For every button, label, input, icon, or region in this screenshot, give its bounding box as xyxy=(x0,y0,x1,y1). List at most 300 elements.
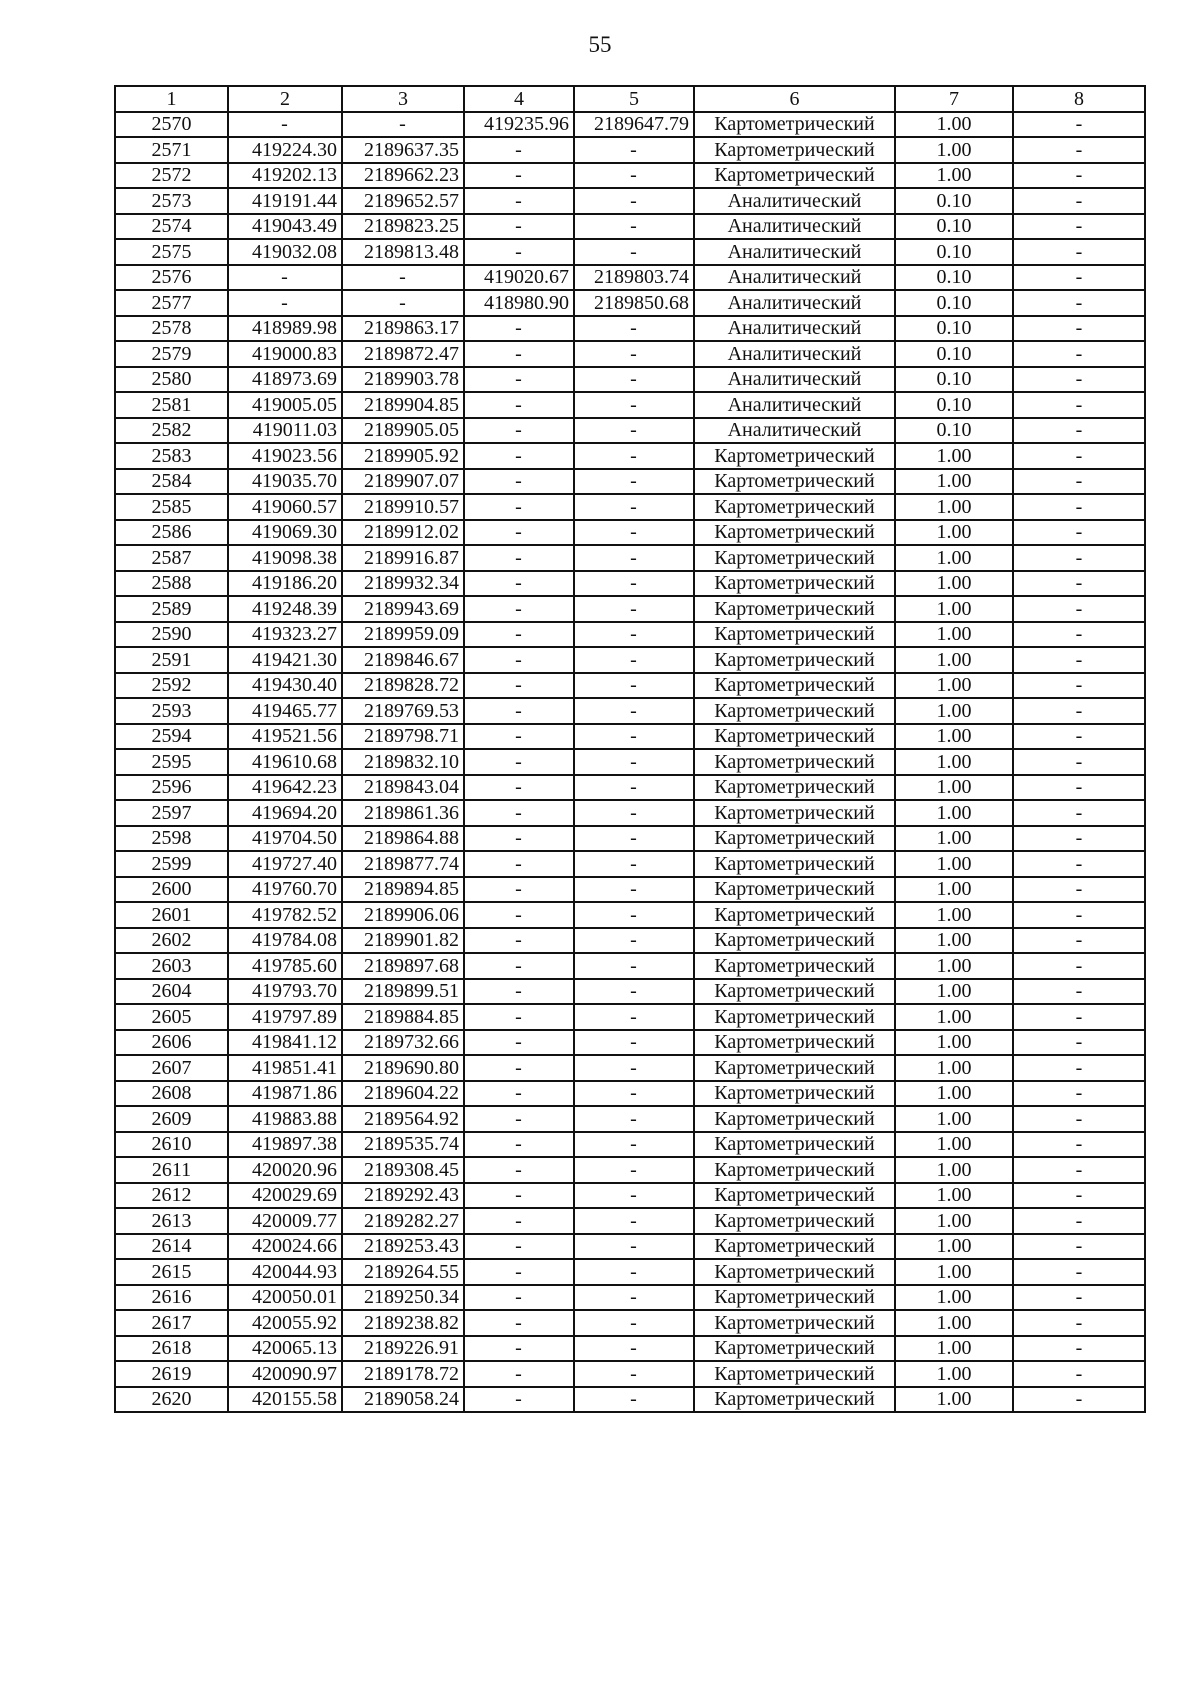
x-coordinate-alt-cell: - xyxy=(464,1106,574,1132)
method-cell: Картометрический xyxy=(694,1183,895,1209)
accuracy-cell: 0.10 xyxy=(895,290,1013,316)
x-coordinate-cell: 419883.88 xyxy=(228,1106,342,1132)
table-row xyxy=(115,1234,1145,1260)
note-cell: - xyxy=(1013,469,1145,495)
note-cell: - xyxy=(1013,367,1145,393)
accuracy-cell: 1.00 xyxy=(895,1234,1013,1260)
accuracy-cell: 1.00 xyxy=(895,1132,1013,1158)
y-coordinate-cell: 2189863.17 xyxy=(342,316,464,342)
table-row xyxy=(115,1081,1145,1107)
y-coordinate-alt-cell: - xyxy=(574,163,694,189)
note-cell: - xyxy=(1013,647,1145,673)
y-coordinate-cell: 2189282.27 xyxy=(342,1208,464,1234)
note-cell: - xyxy=(1013,1387,1145,1413)
accuracy-cell: 1.00 xyxy=(895,1387,1013,1413)
note-cell: - xyxy=(1013,1361,1145,1387)
method-cell: Картометрический xyxy=(694,494,895,520)
y-coordinate-alt-cell: - xyxy=(574,469,694,495)
table-row xyxy=(115,163,1145,189)
method-cell: Картометрический xyxy=(694,1157,895,1183)
table-row xyxy=(115,188,1145,214)
accuracy-cell: 0.10 xyxy=(895,214,1013,240)
column-header: 8 xyxy=(1013,86,1145,112)
point-number-cell: 2599 xyxy=(115,851,228,877)
y-coordinate-alt-cell: - xyxy=(574,1234,694,1260)
y-coordinate-cell: 2189292.43 xyxy=(342,1183,464,1209)
y-coordinate-cell: 2189253.43 xyxy=(342,1234,464,1260)
x-coordinate-cell: 419784.08 xyxy=(228,928,342,954)
column-header: 4 xyxy=(464,86,574,112)
y-coordinate-alt-cell: - xyxy=(574,494,694,520)
y-coordinate-alt-cell: - xyxy=(574,1004,694,1030)
point-number-cell: 2618 xyxy=(115,1336,228,1362)
point-number-cell: 2616 xyxy=(115,1285,228,1311)
accuracy-cell: 0.10 xyxy=(895,341,1013,367)
note-cell: - xyxy=(1013,775,1145,801)
table-row xyxy=(115,392,1145,418)
note-cell: - xyxy=(1013,545,1145,571)
y-coordinate-cell: 2189828.72 xyxy=(342,673,464,699)
table-row xyxy=(115,979,1145,1005)
note-cell: - xyxy=(1013,392,1145,418)
column-header: 6 xyxy=(694,86,895,112)
point-number-cell: 2608 xyxy=(115,1081,228,1107)
y-coordinate-alt-cell: - xyxy=(574,1259,694,1285)
y-coordinate-alt-cell: - xyxy=(574,188,694,214)
y-coordinate-cell: 2189832.10 xyxy=(342,749,464,775)
x-coordinate-alt-cell: 419020.67 xyxy=(464,265,574,291)
note-cell: - xyxy=(1013,1004,1145,1030)
note-cell: - xyxy=(1013,1081,1145,1107)
x-coordinate-alt-cell: - xyxy=(464,392,574,418)
y-coordinate-alt-cell: - xyxy=(574,367,694,393)
note-cell: - xyxy=(1013,749,1145,775)
column-header: 1 xyxy=(115,86,228,112)
method-cell: Картометрический xyxy=(694,545,895,571)
table-row xyxy=(115,800,1145,826)
point-number-cell: 2592 xyxy=(115,673,228,699)
point-number-cell: 2579 xyxy=(115,341,228,367)
x-coordinate-cell: 419023.56 xyxy=(228,443,342,469)
accuracy-cell: 1.00 xyxy=(895,928,1013,954)
method-cell: Картометрический xyxy=(694,1081,895,1107)
x-coordinate-cell: 419521.56 xyxy=(228,724,342,750)
method-cell: Картометрический xyxy=(694,1234,895,1260)
point-number-cell: 2590 xyxy=(115,622,228,648)
y-coordinate-cell: 2189564.92 xyxy=(342,1106,464,1132)
page-number: 55 xyxy=(588,32,612,57)
note-cell: - xyxy=(1013,137,1145,163)
y-coordinate-cell: 2189823.25 xyxy=(342,214,464,240)
accuracy-cell: 1.00 xyxy=(895,1310,1013,1336)
x-coordinate-alt-cell: 418980.90 xyxy=(464,290,574,316)
method-cell: Картометрический xyxy=(694,902,895,928)
accuracy-cell: 0.10 xyxy=(895,265,1013,291)
note-cell: - xyxy=(1013,902,1145,928)
x-coordinate-cell: 419465.77 xyxy=(228,698,342,724)
y-coordinate-cell: 2189178.72 xyxy=(342,1361,464,1387)
y-coordinate-cell: 2189769.53 xyxy=(342,698,464,724)
y-coordinate-alt-cell: - xyxy=(574,137,694,163)
accuracy-cell: 1.00 xyxy=(895,494,1013,520)
y-coordinate-cell: 2189910.57 xyxy=(342,494,464,520)
method-cell: Картометрический xyxy=(694,749,895,775)
x-coordinate-cell: - xyxy=(228,112,342,138)
method-cell: Аналитический xyxy=(694,418,895,444)
note-cell: - xyxy=(1013,341,1145,367)
table-row xyxy=(115,494,1145,520)
y-coordinate-alt-cell: - xyxy=(574,979,694,1005)
method-cell: Картометрический xyxy=(694,571,895,597)
y-coordinate-cell: 2189901.82 xyxy=(342,928,464,954)
accuracy-cell: 1.00 xyxy=(895,902,1013,928)
y-coordinate-alt-cell: - xyxy=(574,1208,694,1234)
y-coordinate-alt-cell: - xyxy=(574,1336,694,1362)
accuracy-cell: 1.00 xyxy=(895,1081,1013,1107)
y-coordinate-alt-cell: - xyxy=(574,749,694,775)
accuracy-cell: 1.00 xyxy=(895,571,1013,597)
x-coordinate-cell: 419727.40 xyxy=(228,851,342,877)
x-coordinate-cell: 419793.70 xyxy=(228,979,342,1005)
point-number-cell: 2591 xyxy=(115,647,228,673)
note-cell: - xyxy=(1013,1106,1145,1132)
y-coordinate-cell: 2189264.55 xyxy=(342,1259,464,1285)
point-number-cell: 2595 xyxy=(115,749,228,775)
y-coordinate-alt-cell: - xyxy=(574,341,694,367)
method-cell: Картометрический xyxy=(694,469,895,495)
y-coordinate-cell: 2189899.51 xyxy=(342,979,464,1005)
method-cell: Картометрический xyxy=(694,1285,895,1311)
accuracy-cell: 1.00 xyxy=(895,112,1013,138)
x-coordinate-cell: 420044.93 xyxy=(228,1259,342,1285)
x-coordinate-alt-cell: - xyxy=(464,1361,574,1387)
y-coordinate-alt-cell: - xyxy=(574,571,694,597)
note-cell: - xyxy=(1013,188,1145,214)
y-coordinate-alt-cell: - xyxy=(574,418,694,444)
method-cell: Картометрический xyxy=(694,724,895,750)
method-cell: Картометрический xyxy=(694,1259,895,1285)
method-cell: Картометрический xyxy=(694,596,895,622)
y-coordinate-alt-cell: - xyxy=(574,826,694,852)
method-cell: Аналитический xyxy=(694,188,895,214)
x-coordinate-cell: 419069.30 xyxy=(228,520,342,546)
x-coordinate-cell: 420065.13 xyxy=(228,1336,342,1362)
method-cell: Картометрический xyxy=(694,1132,895,1158)
table-row xyxy=(115,1106,1145,1132)
table-header-row xyxy=(115,86,1145,112)
x-coordinate-cell: 420055.92 xyxy=(228,1310,342,1336)
y-coordinate-alt-cell: - xyxy=(574,775,694,801)
method-cell: Картометрический xyxy=(694,979,895,1005)
point-number-cell: 2594 xyxy=(115,724,228,750)
table-row xyxy=(115,902,1145,928)
point-number-cell: 2609 xyxy=(115,1106,228,1132)
x-coordinate-alt-cell: - xyxy=(464,775,574,801)
note-cell: - xyxy=(1013,851,1145,877)
accuracy-cell: 1.00 xyxy=(895,1055,1013,1081)
y-coordinate-alt-cell: - xyxy=(574,392,694,418)
y-coordinate-cell: 2189932.34 xyxy=(342,571,464,597)
method-cell: Картометрический xyxy=(694,1336,895,1362)
note-cell: - xyxy=(1013,622,1145,648)
x-coordinate-alt-cell: - xyxy=(464,1004,574,1030)
x-coordinate-alt-cell: - xyxy=(464,1183,574,1209)
y-coordinate-cell: - xyxy=(342,112,464,138)
table-row xyxy=(115,749,1145,775)
y-coordinate-alt-cell: - xyxy=(574,877,694,903)
y-coordinate-cell: 2189846.67 xyxy=(342,647,464,673)
method-cell: Картометрический xyxy=(694,877,895,903)
x-coordinate-alt-cell: - xyxy=(464,622,574,648)
x-coordinate-alt-cell: - xyxy=(464,1030,574,1056)
note-cell: - xyxy=(1013,928,1145,954)
table-row xyxy=(115,1285,1145,1311)
accuracy-cell: 0.10 xyxy=(895,239,1013,265)
accuracy-cell: 1.00 xyxy=(895,622,1013,648)
x-coordinate-alt-cell: - xyxy=(464,520,574,546)
y-coordinate-alt-cell: - xyxy=(574,698,694,724)
accuracy-cell: 1.00 xyxy=(895,443,1013,469)
method-cell: Картометрический xyxy=(694,137,895,163)
y-coordinate-alt-cell: - xyxy=(574,902,694,928)
method-cell: Аналитический xyxy=(694,316,895,342)
point-number-cell: 2619 xyxy=(115,1361,228,1387)
x-coordinate-alt-cell: - xyxy=(464,239,574,265)
point-number-cell: 2620 xyxy=(115,1387,228,1413)
x-coordinate-cell: 419871.86 xyxy=(228,1081,342,1107)
note-cell: - xyxy=(1013,265,1145,291)
x-coordinate-cell: 419785.60 xyxy=(228,953,342,979)
note-cell: - xyxy=(1013,1285,1145,1311)
method-cell: Картометрический xyxy=(694,443,895,469)
x-coordinate-alt-cell: - xyxy=(464,1208,574,1234)
y-coordinate-cell: 2189907.07 xyxy=(342,469,464,495)
accuracy-cell: 1.00 xyxy=(895,1336,1013,1362)
column-header: 3 xyxy=(342,86,464,112)
note-cell: - xyxy=(1013,1259,1145,1285)
table-row xyxy=(115,1361,1145,1387)
method-cell: Аналитический xyxy=(694,239,895,265)
point-number-cell: 2614 xyxy=(115,1234,228,1260)
y-coordinate-alt-cell: - xyxy=(574,239,694,265)
accuracy-cell: 1.00 xyxy=(895,163,1013,189)
y-coordinate-cell: 2189877.74 xyxy=(342,851,464,877)
y-coordinate-cell: 2189690.80 xyxy=(342,1055,464,1081)
note-cell: - xyxy=(1013,316,1145,342)
point-number-cell: 2610 xyxy=(115,1132,228,1158)
x-coordinate-cell: 420050.01 xyxy=(228,1285,342,1311)
accuracy-cell: 1.00 xyxy=(895,851,1013,877)
y-coordinate-cell: 2189904.85 xyxy=(342,392,464,418)
y-coordinate-cell: 2189872.47 xyxy=(342,341,464,367)
table-row xyxy=(115,724,1145,750)
accuracy-cell: 0.10 xyxy=(895,316,1013,342)
table-row xyxy=(115,367,1145,393)
x-coordinate-cell: 420029.69 xyxy=(228,1183,342,1209)
table-row xyxy=(115,775,1145,801)
method-cell: Аналитический xyxy=(694,341,895,367)
x-coordinate-alt-cell: - xyxy=(464,443,574,469)
accuracy-cell: 1.00 xyxy=(895,1004,1013,1030)
accuracy-cell: 1.00 xyxy=(895,724,1013,750)
x-coordinate-alt-cell: - xyxy=(464,316,574,342)
y-coordinate-cell: 2189861.36 xyxy=(342,800,464,826)
x-coordinate-cell: 419851.41 xyxy=(228,1055,342,1081)
table-row xyxy=(115,341,1145,367)
note-cell: - xyxy=(1013,1157,1145,1183)
note-cell: - xyxy=(1013,673,1145,699)
x-coordinate-cell: 419704.50 xyxy=(228,826,342,852)
y-coordinate-cell: 2189637.35 xyxy=(342,137,464,163)
x-coordinate-alt-cell: - xyxy=(464,341,574,367)
y-coordinate-cell: 2189058.24 xyxy=(342,1387,464,1413)
point-number-cell: 2593 xyxy=(115,698,228,724)
note-cell: - xyxy=(1013,1055,1145,1081)
note-cell: - xyxy=(1013,800,1145,826)
table-row xyxy=(115,953,1145,979)
method-cell: Картометрический xyxy=(694,647,895,673)
x-coordinate-alt-cell: - xyxy=(464,1285,574,1311)
note-cell: - xyxy=(1013,979,1145,1005)
method-cell: Картометрический xyxy=(694,800,895,826)
column-header: 7 xyxy=(895,86,1013,112)
table-row xyxy=(115,545,1145,571)
method-cell: Аналитический xyxy=(694,290,895,316)
x-coordinate-cell: 420090.97 xyxy=(228,1361,342,1387)
table-row xyxy=(115,418,1145,444)
x-coordinate-alt-cell: - xyxy=(464,596,574,622)
method-cell: Картометрический xyxy=(694,1055,895,1081)
x-coordinate-alt-cell: - xyxy=(464,418,574,444)
x-coordinate-alt-cell: - xyxy=(464,851,574,877)
y-coordinate-cell: 2189906.06 xyxy=(342,902,464,928)
point-number-cell: 2574 xyxy=(115,214,228,240)
x-coordinate-cell: 419642.23 xyxy=(228,775,342,801)
note-cell: - xyxy=(1013,596,1145,622)
note-cell: - xyxy=(1013,1183,1145,1209)
x-coordinate-alt-cell: - xyxy=(464,163,574,189)
y-coordinate-alt-cell: - xyxy=(574,1132,694,1158)
method-cell: Картометрический xyxy=(694,1208,895,1234)
y-coordinate-cell: 2189604.22 xyxy=(342,1081,464,1107)
accuracy-cell: 1.00 xyxy=(895,800,1013,826)
y-coordinate-cell: 2189864.88 xyxy=(342,826,464,852)
x-coordinate-cell: 419760.70 xyxy=(228,877,342,903)
note-cell: - xyxy=(1013,724,1145,750)
point-number-cell: 2581 xyxy=(115,392,228,418)
y-coordinate-cell: 2189732.66 xyxy=(342,1030,464,1056)
note-cell: - xyxy=(1013,953,1145,979)
accuracy-cell: 1.00 xyxy=(895,545,1013,571)
note-cell: - xyxy=(1013,1234,1145,1260)
accuracy-cell: 1.00 xyxy=(895,1361,1013,1387)
table-row xyxy=(115,1387,1145,1413)
point-number-cell: 2577 xyxy=(115,290,228,316)
note-cell: - xyxy=(1013,214,1145,240)
y-coordinate-alt-cell: - xyxy=(574,443,694,469)
y-coordinate-cell: 2189250.34 xyxy=(342,1285,464,1311)
x-coordinate-alt-cell: - xyxy=(464,1157,574,1183)
y-coordinate-cell: 2189894.85 xyxy=(342,877,464,903)
table-row xyxy=(115,137,1145,163)
note-cell: - xyxy=(1013,1132,1145,1158)
y-coordinate-alt-cell: - xyxy=(574,1030,694,1056)
point-number-cell: 2589 xyxy=(115,596,228,622)
table-row xyxy=(115,112,1145,138)
point-number-cell: 2603 xyxy=(115,953,228,979)
note-cell: - xyxy=(1013,571,1145,597)
point-number-cell: 2617 xyxy=(115,1310,228,1336)
method-cell: Картометрический xyxy=(694,112,895,138)
accuracy-cell: 1.00 xyxy=(895,1183,1013,1209)
accuracy-cell: 1.00 xyxy=(895,1259,1013,1285)
y-coordinate-cell: 2189238.82 xyxy=(342,1310,464,1336)
y-coordinate-cell: 2189905.92 xyxy=(342,443,464,469)
x-coordinate-cell: 419430.40 xyxy=(228,673,342,699)
accuracy-cell: 1.00 xyxy=(895,877,1013,903)
table-row xyxy=(115,290,1145,316)
y-coordinate-alt-cell: - xyxy=(574,724,694,750)
point-number-cell: 2605 xyxy=(115,1004,228,1030)
point-number-cell: 2597 xyxy=(115,800,228,826)
point-number-cell: 2604 xyxy=(115,979,228,1005)
point-number-cell: 2585 xyxy=(115,494,228,520)
accuracy-cell: 1.00 xyxy=(895,749,1013,775)
accuracy-cell: 1.00 xyxy=(895,673,1013,699)
method-cell: Картометрический xyxy=(694,851,895,877)
point-number-cell: 2586 xyxy=(115,520,228,546)
method-cell: Картометрический xyxy=(694,1004,895,1030)
x-coordinate-cell: - xyxy=(228,265,342,291)
accuracy-cell: 1.00 xyxy=(895,698,1013,724)
note-cell: - xyxy=(1013,877,1145,903)
y-coordinate-cell: 2189916.87 xyxy=(342,545,464,571)
y-coordinate-cell: 2189912.02 xyxy=(342,520,464,546)
x-coordinate-alt-cell: - xyxy=(464,979,574,1005)
point-number-cell: 2598 xyxy=(115,826,228,852)
table-row xyxy=(115,698,1145,724)
x-coordinate-alt-cell: - xyxy=(464,928,574,954)
x-coordinate-cell: 419202.13 xyxy=(228,163,342,189)
y-coordinate-alt-cell: 2189647.79 xyxy=(574,112,694,138)
x-coordinate-cell: 419797.89 xyxy=(228,1004,342,1030)
point-number-cell: 2615 xyxy=(115,1259,228,1285)
x-coordinate-cell: 419035.70 xyxy=(228,469,342,495)
x-coordinate-alt-cell: - xyxy=(464,571,574,597)
point-number-cell: 2588 xyxy=(115,571,228,597)
y-coordinate-alt-cell: 2189850.68 xyxy=(574,290,694,316)
table-row xyxy=(115,571,1145,597)
y-coordinate-cell: 2189903.78 xyxy=(342,367,464,393)
note-cell: - xyxy=(1013,1336,1145,1362)
note-cell: - xyxy=(1013,826,1145,852)
note-cell: - xyxy=(1013,520,1145,546)
y-coordinate-alt-cell: - xyxy=(574,214,694,240)
note-cell: - xyxy=(1013,494,1145,520)
y-coordinate-alt-cell: - xyxy=(574,1183,694,1209)
table-row xyxy=(115,1208,1145,1234)
x-coordinate-alt-cell: - xyxy=(464,877,574,903)
table-row xyxy=(115,851,1145,877)
x-coordinate-alt-cell: - xyxy=(464,698,574,724)
note-cell: - xyxy=(1013,443,1145,469)
table-row xyxy=(115,673,1145,699)
point-number-cell: 2611 xyxy=(115,1157,228,1183)
accuracy-cell: 1.00 xyxy=(895,596,1013,622)
x-coordinate-cell: 419011.03 xyxy=(228,418,342,444)
note-cell: - xyxy=(1013,1208,1145,1234)
x-coordinate-alt-cell: - xyxy=(464,800,574,826)
